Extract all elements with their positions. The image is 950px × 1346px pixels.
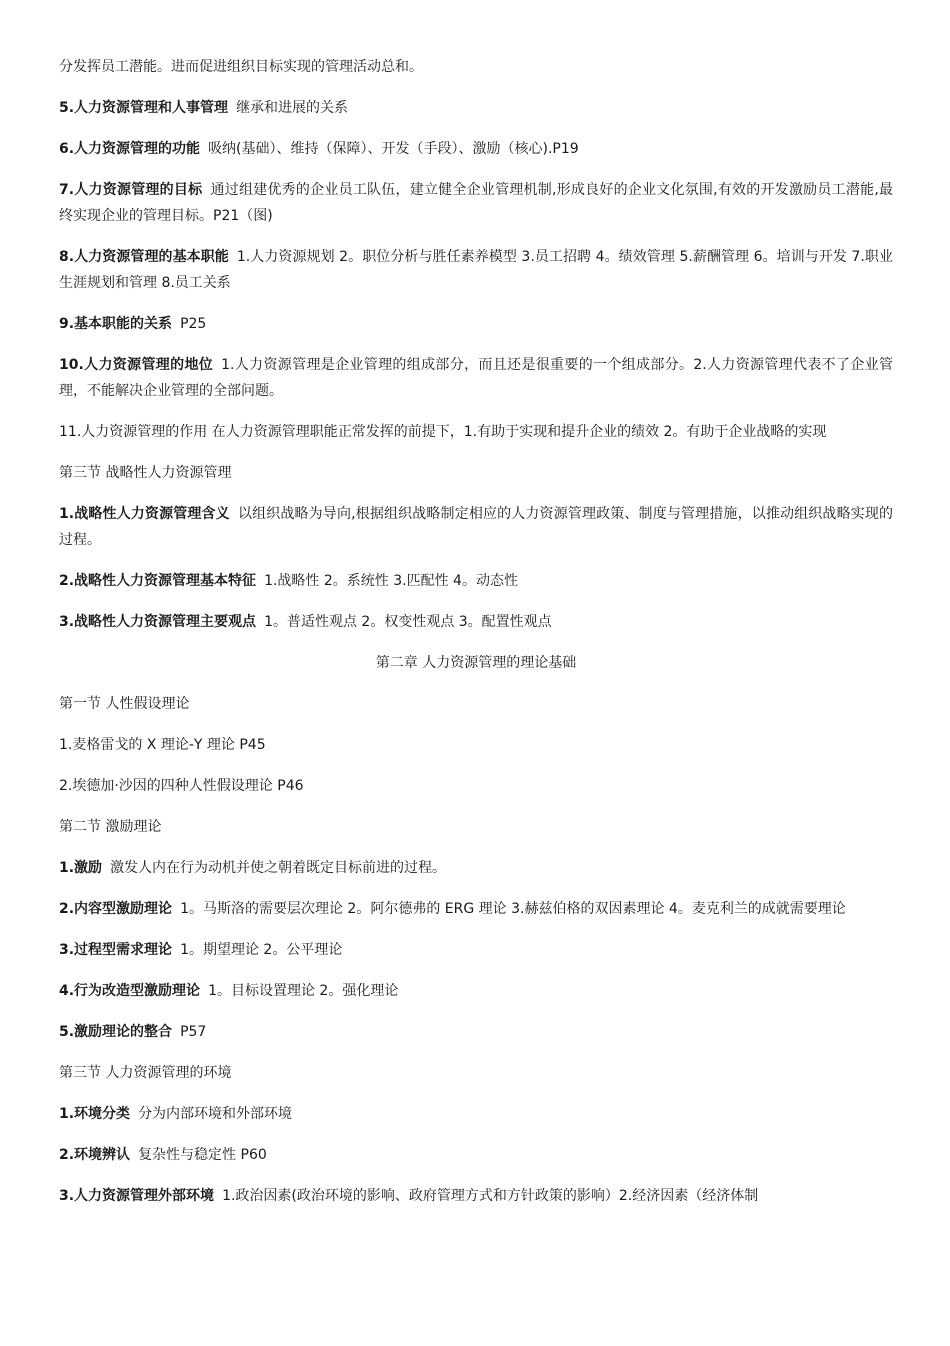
paragraph-lead: 1.激励	[59, 860, 103, 876]
paragraph-lead: 2.环境辨认	[59, 1147, 131, 1163]
paragraph: 2.环境辨认 复杂性与稳定性 P60	[59, 1147, 267, 1163]
document-page	[59, 54, 893, 1224]
paragraph-lead: 3.战略性人力资源管理主要观点	[59, 614, 257, 630]
paragraph: 11.人力资源管理的作用 在人力资源管理职能正常发挥的前提下，1.有助于实现和提升企业的绩效 2。有助于企业战略的实现	[59, 424, 827, 440]
paragraph: 1.环境分类 分为内部环境和外部环境	[59, 1106, 293, 1122]
paragraph-lead: 1.战略性人力资源管理含义	[59, 506, 230, 522]
paragraph-lead: 5.人力资源管理和人事管理	[59, 100, 229, 116]
paragraph: 7.人力资源管理的目标 通过组建优秀的企业员工队伍，建立健全企业管理机制,形成良好的企业文化氛围,有效的开发激励员工潜能,最终实现企业的管理目标。P21（图)	[59, 182, 893, 224]
paragraph-lead: 2.战略性人力资源管理基本特征	[59, 573, 257, 589]
paragraph-lead: 3.人力资源管理外部环境	[59, 1188, 215, 1204]
chapter-title: 第二章 人力资源管理的理论基础	[375, 655, 577, 671]
paragraph: 1.激励 激发人内在行为动机并使之朝着既定目标前进的过程。	[59, 860, 447, 876]
paragraph-lead: 5.激励理论的整合	[59, 1024, 173, 1040]
paragraph: 6.人力资源管理的功能 吸纳(基础）、维持（保障）、开发（手段）、激励（核心).P19	[59, 141, 579, 157]
paragraph: 分发挥员工潜能。进而促进组织目标实现的管理活动总和。	[59, 59, 423, 75]
paragraph: 5.人力资源管理和人事管理 继承和进展的关系	[59, 100, 349, 116]
section-heading: 第三节 战略性人力资源管理	[59, 465, 232, 481]
paragraph: 1.战略性人力资源管理含义 以组织战略为导向,根据组织战略制定相应的人力资源管理政策、制度与管理措施，以推动组织战略实现的过程。	[59, 506, 894, 548]
paragraph-lead: 7.人力资源管理的目标	[59, 182, 203, 198]
section-heading: 第三节 人力资源管理的环境	[59, 1065, 232, 1081]
paragraph: 1.麦格雷戈的 X 理论-Y 理论 P45	[59, 737, 266, 753]
paragraph: 8.人力资源管理的基本职能 1.人力资源规划 2。职位分析与胜任素养模型 3.员工招聘 4。绩效管理 5.薪酬管理 6。培训与开发 7.职业生涯规划和管理 8.员工关系	[59, 249, 893, 291]
paragraph: 2.内容型激励理论 1。马斯洛的需要层次理论 2。阿尔德弗的 ERG 理论 3.赫兹伯格的双因素理论 4。麦克利兰的成就需要理论	[59, 901, 846, 917]
paragraph: 2.战略性人力资源管理基本特征 1.战略性 2。系统性 3.匹配性 4。动态性	[59, 573, 518, 589]
section-heading: 第二节 激励理论	[59, 819, 162, 835]
paragraph: 3.过程型需求理论 1。期望理论 2。公平理论	[59, 942, 343, 958]
paragraph-lead: 10.人力资源管理的地位	[59, 357, 214, 373]
paragraph-lead: 4.行为改造型激励理论	[59, 983, 201, 999]
paragraph-lead: 9.基本职能的关系	[59, 316, 173, 332]
paragraph: 10.人力资源管理的地位 1.人力资源管理是企业管理的组成部分，而且还是很重要的一个组成部分。2.人力资源管理代表不了企业管理，不能解决企业管理的全部问题。	[59, 357, 893, 399]
section-heading: 第一节 人性假设理论	[59, 696, 190, 712]
paragraph: 3.战略性人力资源管理主要观点 1。普适性观点 2。权变性观点 3。配置性观点	[59, 614, 552, 630]
paragraph: 5.激励理论的整合 P57	[59, 1024, 207, 1040]
paragraph-lead: 1.环境分类	[59, 1106, 131, 1122]
paragraph: 3.人力资源管理外部环境 1.政治因素(政治环境的影响、政府管理方式和方针政策的影响）2.经济因素（经济体制	[59, 1188, 759, 1204]
paragraph-lead: 8.人力资源管理的基本职能	[59, 249, 229, 265]
paragraph: 2.埃德加·沙因的四种人性假设理论 P46	[59, 778, 304, 794]
paragraph-lead: 6.人力资源管理的功能	[59, 141, 201, 157]
paragraph-lead: 3.过程型需求理论	[59, 942, 173, 958]
paragraph: 9.基本职能的关系 P25	[59, 316, 207, 332]
paragraph-lead: 2.内容型激励理论	[59, 901, 173, 917]
paragraph: 4.行为改造型激励理论 1。目标设置理论 2。强化理论	[59, 983, 399, 999]
